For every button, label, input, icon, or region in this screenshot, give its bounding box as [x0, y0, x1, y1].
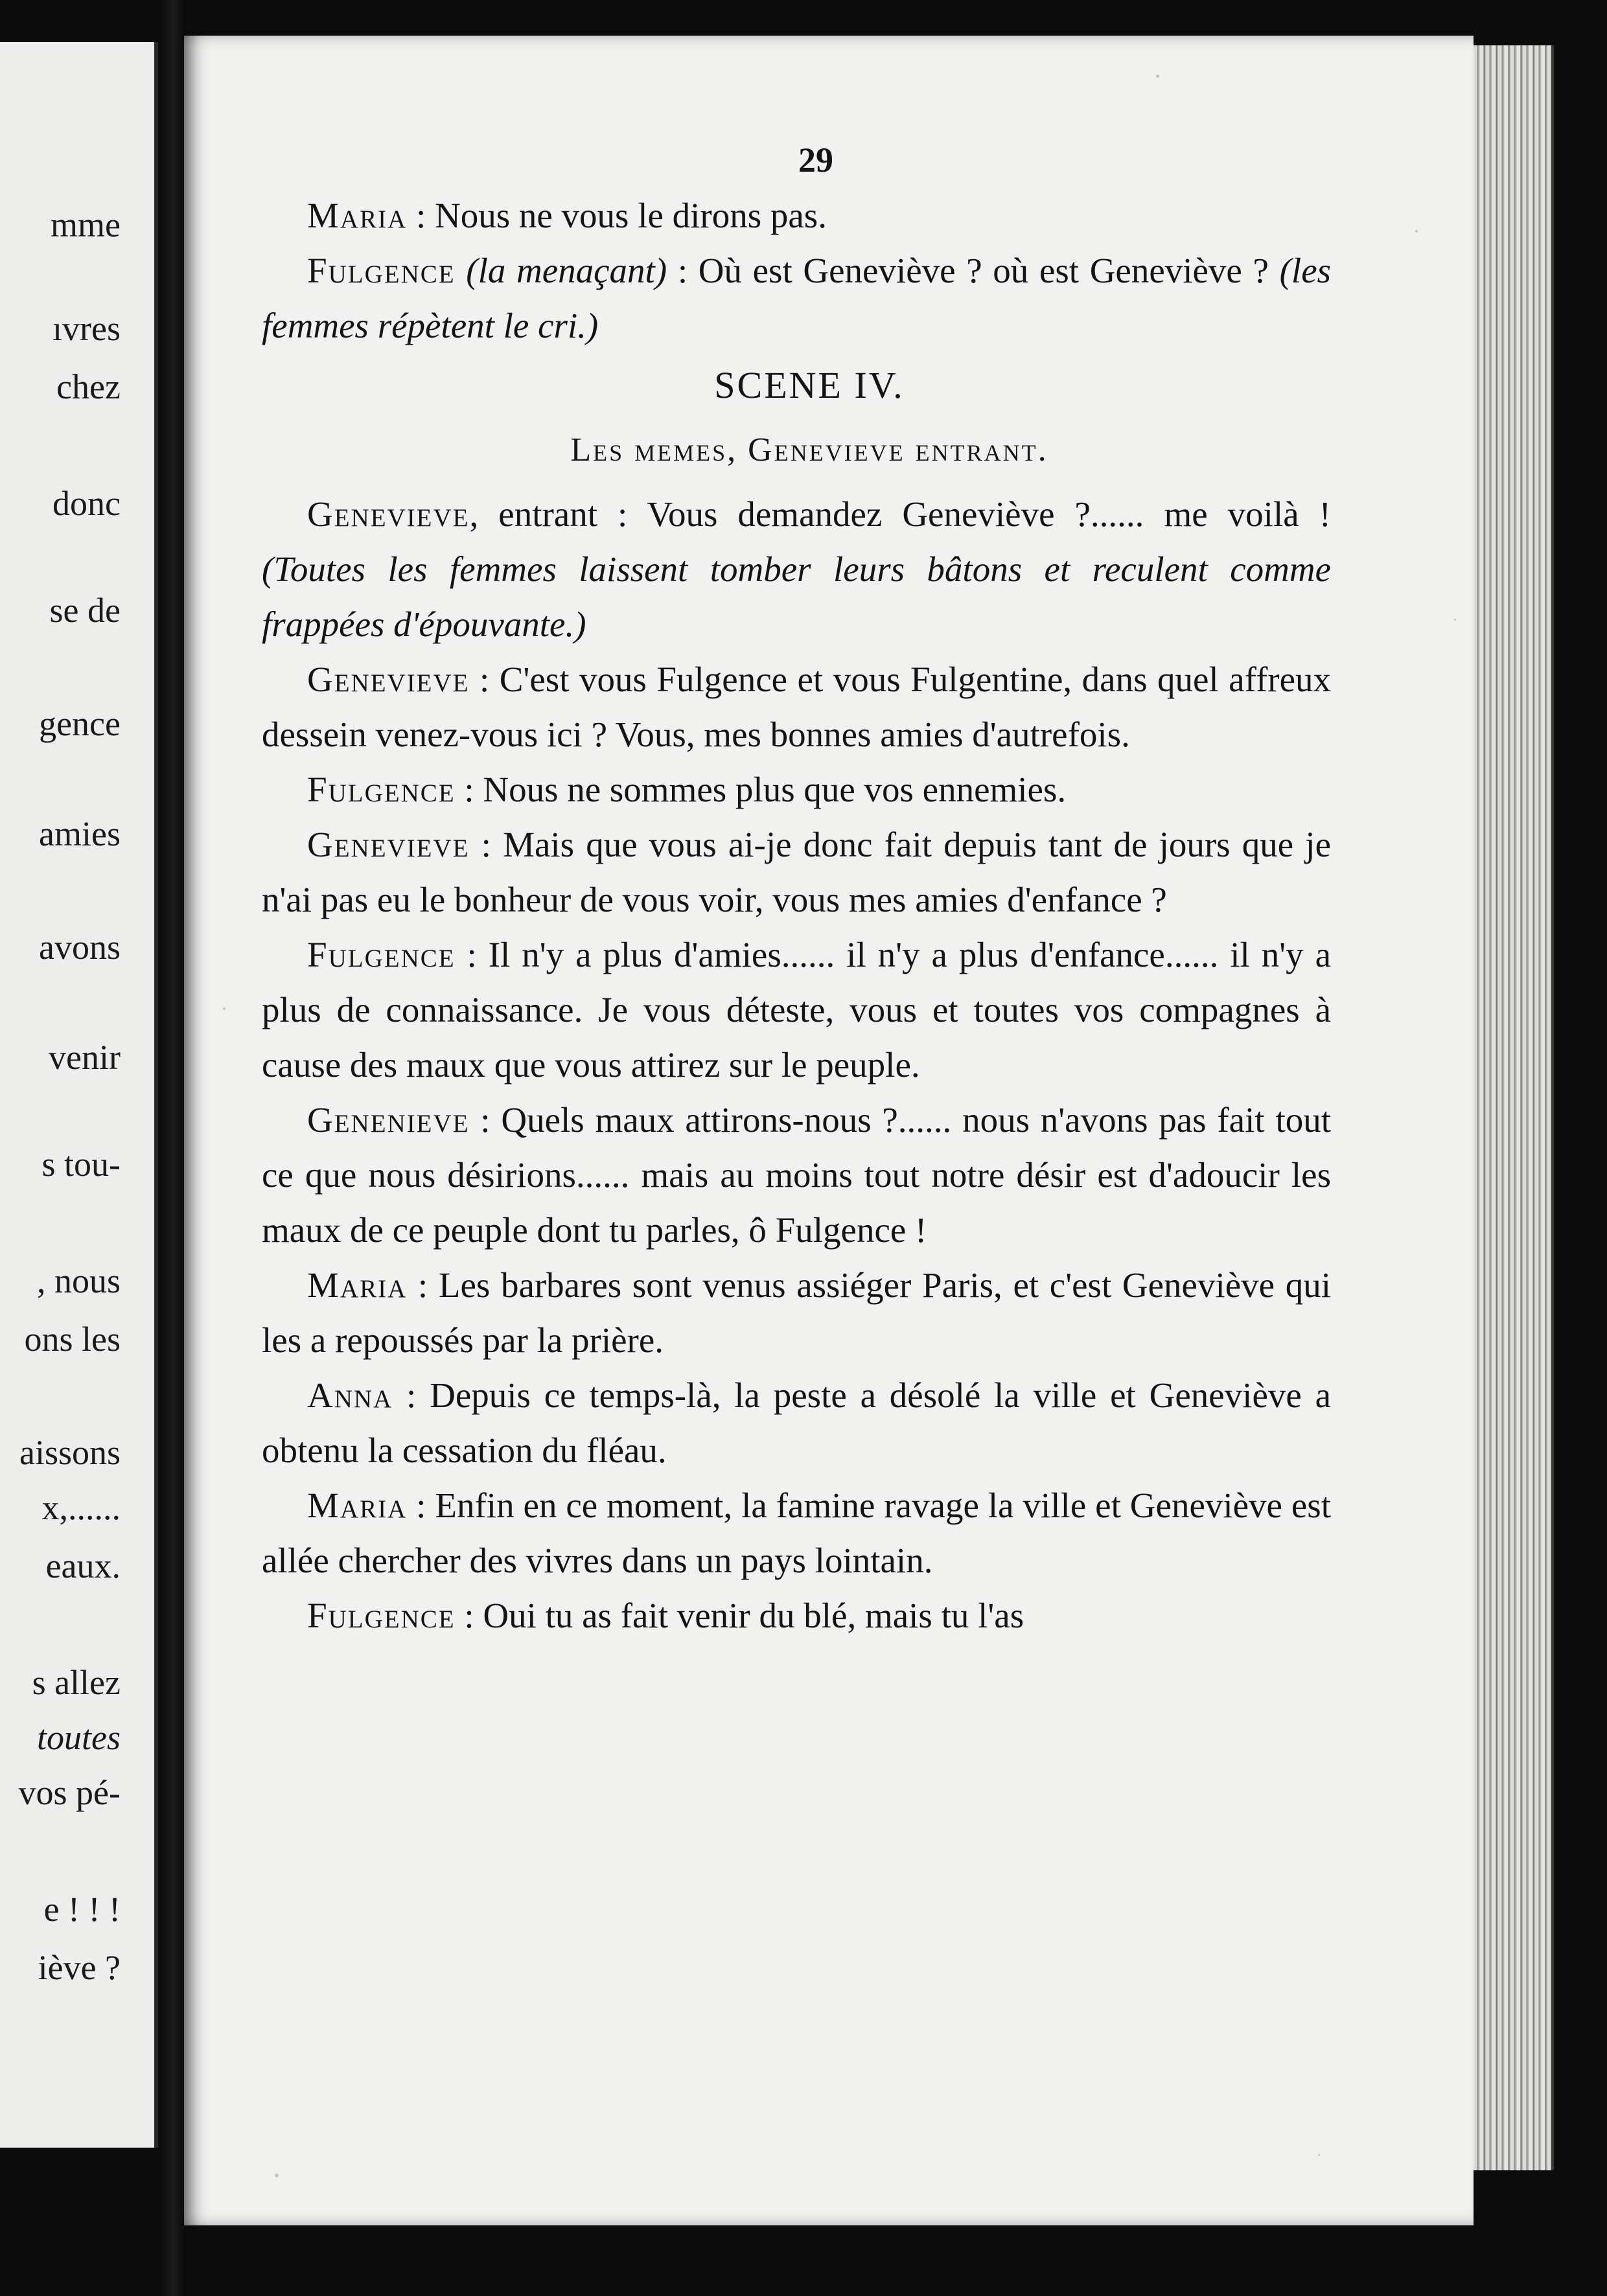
book-page	[184, 36, 1474, 2225]
previous-page-text-fragment: ons les	[24, 1320, 121, 1359]
speaker-name: Maria	[307, 1265, 408, 1305]
scene-heading: SCENE IV.	[714, 364, 905, 406]
dust-speck	[1454, 619, 1456, 621]
previous-page-text-fragment: gence	[39, 704, 121, 743]
previous-page-text-fragment: e ! ! !	[43, 1890, 121, 1929]
dialogue-text: : Les barbares sont venus assiéger Paris, et c'est Geneviève qui les a repoussés par la prière.	[262, 1265, 1331, 1360]
dialogue-text: : C'est vous Fulgence et vous Fulgentine, dans quel affreux dessein venez-vous ici ? Vous, mes bonnes amies d'autrefois.	[262, 660, 1331, 754]
speaker-name: Fulgence	[307, 770, 456, 809]
dialogue-paragraph	[262, 188, 1331, 243]
stage-direction: (la menaçant)	[466, 251, 667, 290]
previous-page-text-fragment: venir	[49, 1038, 121, 1077]
speaker-name: Genevieve	[307, 494, 470, 534]
paragraphs-before-scene	[262, 188, 1331, 353]
previous-page-text-fragment: s allez	[32, 1663, 121, 1702]
scene-subheading: Les memes, Genevieve entrant.	[570, 431, 1048, 468]
dialogue-text: : Nous ne sommes plus que vos ennemies.	[455, 770, 1067, 809]
previous-page-text-fragment: toutes	[37, 1718, 121, 1757]
dust-speck	[1415, 230, 1418, 233]
dust-speck	[223, 1007, 225, 1010]
dialogue-text: : Mais que vous ai-je donc fait depuis tant de jours que je n'ai pas eu le bonheur de vous voir, vous mes amies d'enfance ?	[262, 825, 1331, 919]
stage-direction: (les femmes répètent le cri.)	[262, 251, 1332, 345]
dialogue-text: : Enfin en ce moment, la famine ravage la ville et Geneviève est allée chercher des vivres dans un pays lointain.	[262, 1486, 1331, 1580]
speaker-name: Fulgence	[307, 251, 456, 290]
previous-page-text-fragment: iève ?	[38, 1948, 121, 1987]
dialogue-paragraph	[262, 487, 1331, 652]
previous-page-text-fragment: mme	[51, 205, 121, 244]
dialogue-paragraph	[262, 652, 1331, 762]
page-number: 29	[798, 141, 833, 179]
dialogue-text: : Il n'y a plus d'amies...... il n'y a plus d'enfance...... il n'y a plus de connaissance. Je vous déteste, vous et toutes vos compagnes à cause des maux que vous attirez sur le peuple.	[262, 935, 1331, 1085]
previous-page-text-fragment: amies	[39, 814, 121, 853]
previous-page-text-fragment: chez	[56, 367, 121, 406]
page-text-block	[262, 133, 1331, 1643]
dialogue-paragraph	[262, 762, 1331, 817]
dialogue-paragraph	[262, 1257, 1331, 1368]
dust-speck	[275, 2174, 279, 2177]
dialogue-paragraph	[262, 1368, 1331, 1478]
previous-page-text-fragment: ıvres	[52, 309, 121, 348]
previous-page-text-fragment: eaux.	[45, 1546, 121, 1585]
speaker-name: Maria	[307, 1486, 408, 1525]
speaker-name: Genenieve	[307, 1100, 470, 1140]
previous-page-text-fragment: se de	[49, 591, 121, 630]
speaker-name: Genevieve	[307, 660, 470, 699]
dialogue-text: : Oui tu as fait venir du blé, mais tu l'as	[455, 1596, 1024, 1635]
paragraphs-after-scene	[262, 487, 1331, 1643]
previous-page-text-fragment: , nous	[36, 1261, 121, 1300]
page-edges	[1474, 45, 1554, 2170]
dialogue-text: : Nous ne vous le dirons pas.	[407, 196, 827, 235]
book-gutter	[158, 0, 184, 2296]
dialogue-paragraph	[262, 1588, 1331, 1643]
previous-page-text-fragment: donc	[52, 484, 121, 523]
dialogue-paragraph	[262, 243, 1331, 353]
dialogue-text: : Quels maux attirons-nous ?...... nous n'avons pas fait tout ce que nous désirions...... mais au moins tout notre désir est d'adoucir les maux de ce peuple dont tu parles, ô Fulgence !	[262, 1100, 1331, 1250]
speaker-name: Fulgence	[307, 935, 456, 974]
previous-page-fragment	[0, 42, 158, 2148]
dialogue-text: : Depuis ce temps-là, la peste a désolé la ville et Geneviève a obtenu la cessation du fléau.	[262, 1375, 1331, 1470]
dust-speck	[1318, 2154, 1320, 2156]
dust-speck	[1156, 75, 1159, 78]
dialogue-text: : Où est Geneviève ? où est Geneviève ?	[667, 251, 1280, 290]
speaker-name: Fulgence	[307, 1596, 456, 1635]
dialogue-text: , entrant : Vous demandez Geneviève ?...... me voilà !	[469, 494, 1331, 534]
previous-page-text-fragment: s tou-	[41, 1145, 121, 1184]
dialogue-paragraph	[262, 1478, 1331, 1588]
previous-page-text-fragment: vos pé-	[18, 1773, 121, 1812]
dialogue-paragraph	[262, 817, 1331, 927]
dialogue-paragraph	[262, 927, 1331, 1092]
speaker-name: Anna	[307, 1375, 393, 1415]
dialogue-paragraph	[262, 1092, 1331, 1257]
stage-direction: (Toutes les femmes laissent tomber leurs bâtons et reculent comme frappées d'épouvante.)	[262, 549, 1331, 644]
previous-page-text-fragment: x,......	[41, 1488, 121, 1527]
previous-page-text-fragment: aissons	[19, 1433, 121, 1472]
speaker-name: Maria	[307, 196, 408, 235]
previous-page-text-fragment: avons	[39, 928, 121, 967]
speaker-name: Genevieve	[307, 825, 470, 864]
